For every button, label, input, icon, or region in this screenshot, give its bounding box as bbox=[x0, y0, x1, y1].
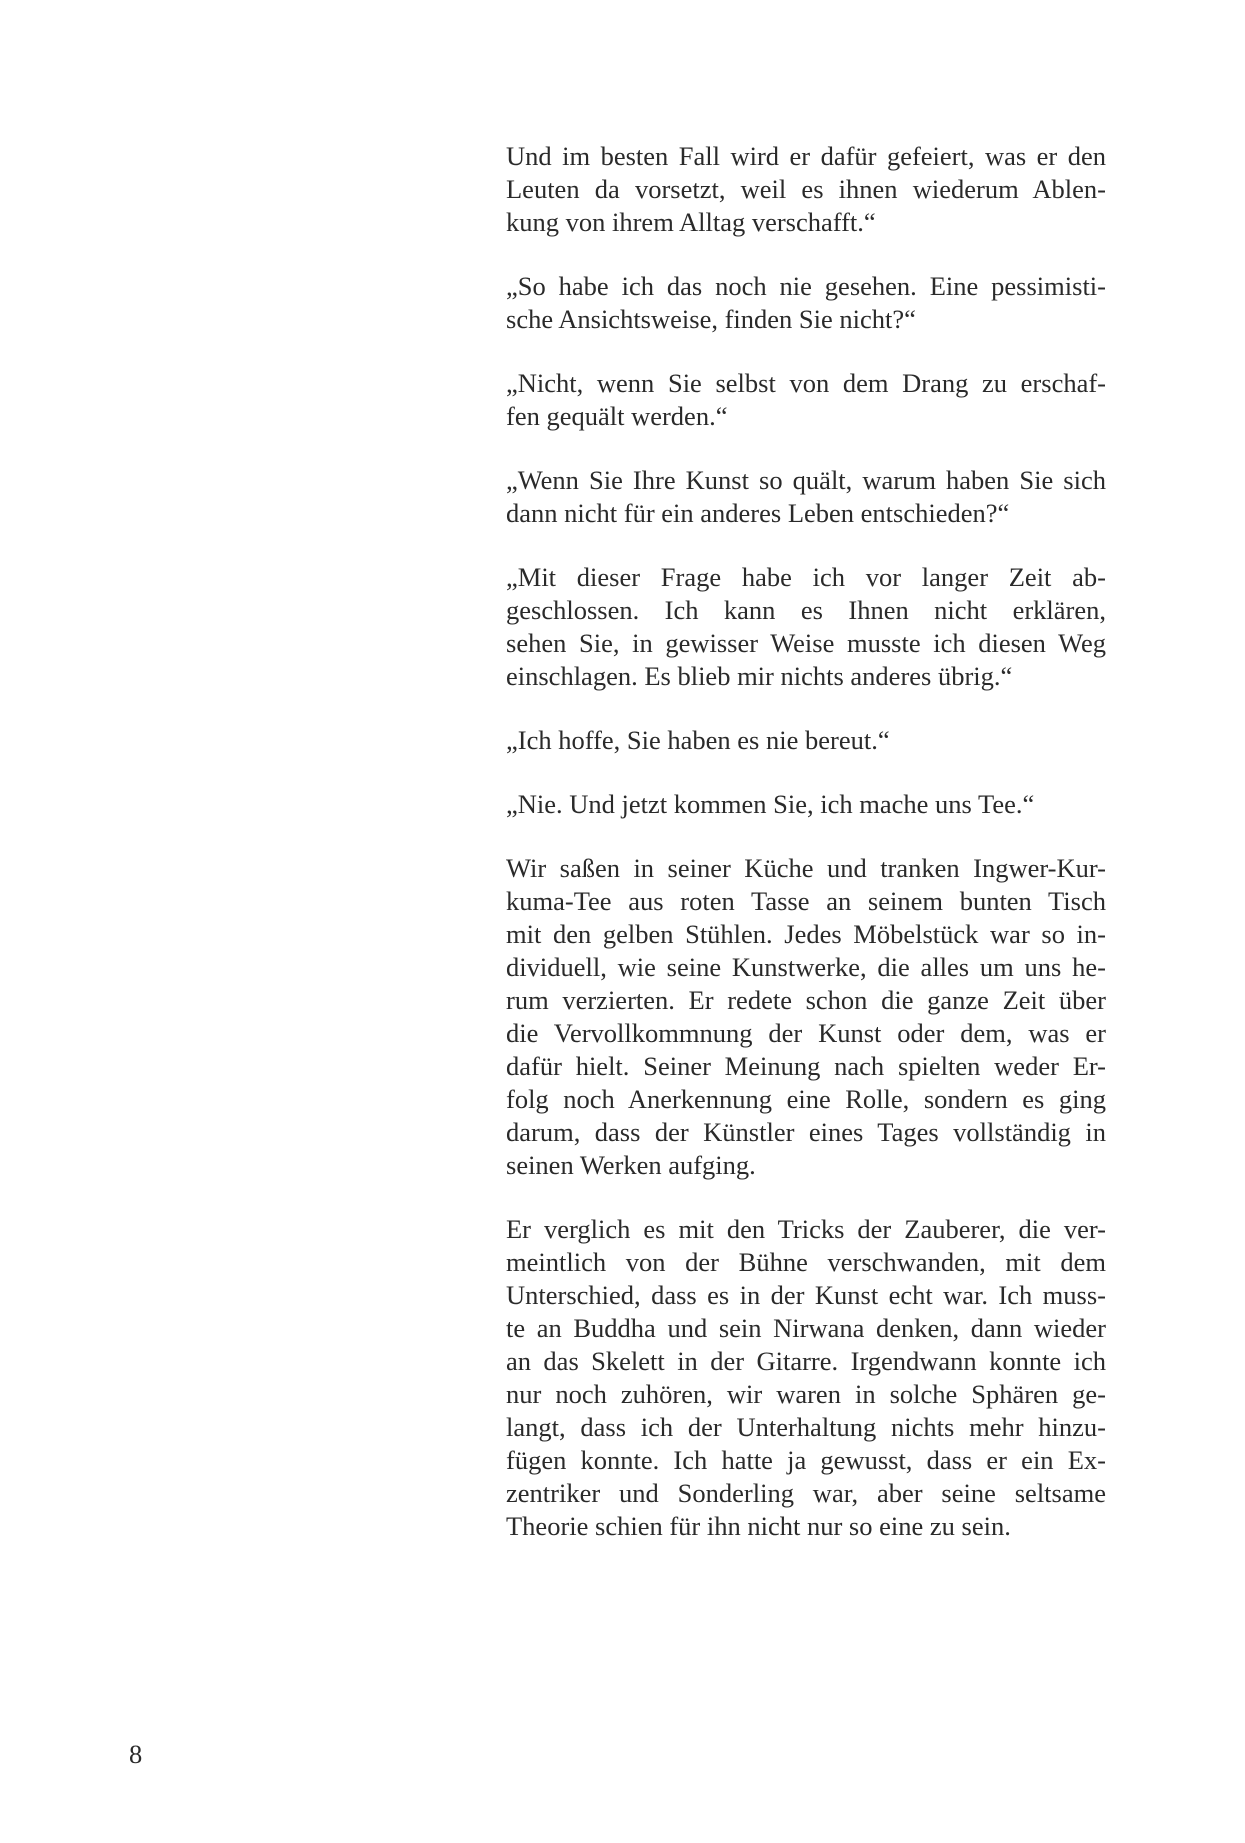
text-line: einschlagen. Es blieb mir nichts anderes übrig.“ bbox=[506, 661, 1013, 691]
text-line: Und im besten Fall wird er dafür gefeiert, was er den bbox=[506, 141, 1106, 171]
paragraph bbox=[506, 140, 1106, 239]
text-line: Unterschied, dass es in der Kunst echt war. Ich muss- bbox=[506, 1280, 1106, 1310]
text-line: „Nie. Und jetzt kommen Sie, ich mache uns Tee.“ bbox=[506, 789, 1035, 819]
text-line: „Mit dieser Frage habe ich vor langer Zeit ab- bbox=[506, 562, 1106, 592]
body-text bbox=[506, 140, 1106, 1574]
paragraph bbox=[506, 367, 1106, 433]
text-line: fügen konnte. Ich hatte ja gewusst, dass er ein Ex- bbox=[506, 1445, 1106, 1475]
paragraph bbox=[506, 788, 1106, 821]
text-line: Theorie schien für ihn nicht nur so eine zu sein. bbox=[506, 1511, 1011, 1541]
text-line: seinen Werken aufging. bbox=[506, 1150, 756, 1180]
text-line: Leuten da vorsetzt, weil es ihnen wiederum Ablen- bbox=[506, 174, 1106, 204]
paragraph bbox=[506, 1213, 1106, 1543]
text-line: Er verglich es mit den Tricks der Zauberer, die ver- bbox=[506, 1214, 1106, 1244]
text-line: „So habe ich das noch nie gesehen. Eine pessimisti- bbox=[506, 271, 1106, 301]
text-line: geschlossen. Ich kann es Ihnen nicht erklären, bbox=[506, 595, 1106, 625]
text-line: sche Ansichtsweise, finden Sie nicht?“ bbox=[506, 304, 916, 334]
text-line: dafür hielt. Seiner Meinung nach spielten weder Er- bbox=[506, 1051, 1106, 1081]
text-line: rum verzierten. Er redete schon die ganze Zeit über bbox=[506, 985, 1106, 1015]
text-line: an das Skelett in der Gitarre. Irgendwann konnte ich bbox=[506, 1346, 1106, 1376]
text-line: die Vervollkommnung der Kunst oder dem, was er bbox=[506, 1018, 1106, 1048]
text-line: te an Buddha und sein Nirwana denken, dann wieder bbox=[506, 1313, 1106, 1343]
paragraph bbox=[506, 852, 1106, 1182]
text-line: „Ich hoffe, Sie haben es nie bereut.“ bbox=[506, 725, 890, 755]
text-line: Wir saßen in seiner Küche und tranken Ingwer-Kur- bbox=[506, 853, 1106, 883]
text-line: kung von ihrem Alltag verschafft.“ bbox=[506, 207, 876, 237]
text-line: meintlich von der Bühne verschwanden, mit dem bbox=[506, 1247, 1106, 1277]
paragraph bbox=[506, 724, 1106, 757]
text-line: „Nicht, wenn Sie selbst von dem Drang zu erschaf- bbox=[506, 368, 1106, 398]
text-line: „Wenn Sie Ihre Kunst so quält, warum haben Sie sich bbox=[506, 465, 1106, 495]
paragraph bbox=[506, 464, 1106, 530]
text-line: zentriker und Sonderling war, aber seine seltsame bbox=[506, 1478, 1106, 1508]
paragraph bbox=[506, 561, 1106, 693]
page-number: 8 bbox=[129, 1739, 143, 1769]
text-line: kuma-Tee aus roten Tasse an seinem bunten Tisch bbox=[506, 886, 1106, 916]
text-line: darum, dass der Künstler eines Tages vollständig in bbox=[506, 1117, 1106, 1147]
text-line: fen gequält werden.“ bbox=[506, 401, 728, 431]
text-line: dividuell, wie seine Kunstwerke, die alles um uns he- bbox=[506, 952, 1106, 982]
text-line: nur noch zuhören, wir waren in solche Sphären ge- bbox=[506, 1379, 1106, 1409]
paragraph bbox=[506, 270, 1106, 336]
text-line: sehen Sie, in gewisser Weise musste ich diesen Weg bbox=[506, 628, 1106, 658]
text-line: langt, dass ich der Unterhaltung nichts mehr hinzu- bbox=[506, 1412, 1106, 1442]
text-line: dann nicht für ein anderes Leben entschieden?“ bbox=[506, 498, 1010, 528]
text-line: folg noch Anerkennung eine Rolle, sondern es ging bbox=[506, 1084, 1106, 1114]
text-line: mit den gelben Stühlen. Jedes Möbelstück war so in- bbox=[506, 919, 1106, 949]
